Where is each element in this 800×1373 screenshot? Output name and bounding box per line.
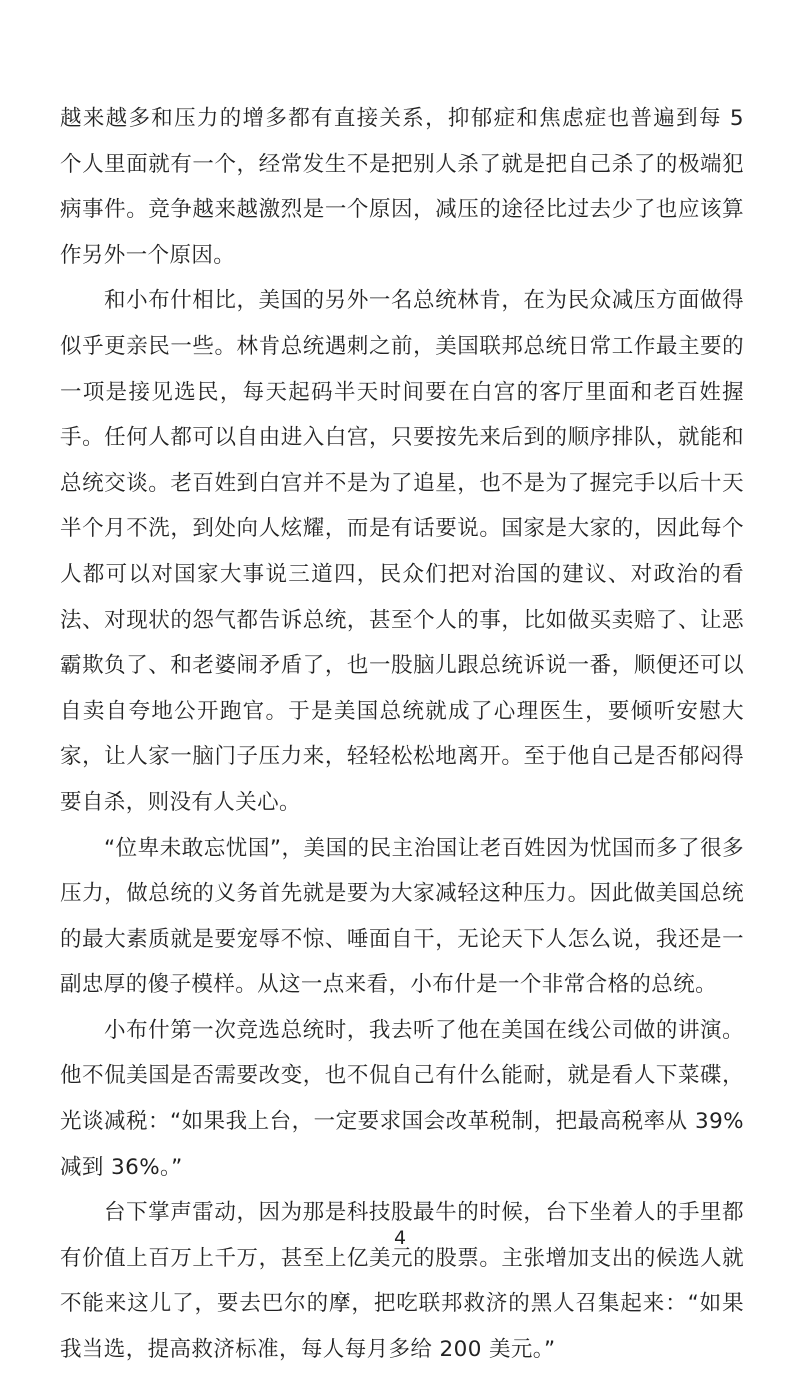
paragraph-lincoln: 和小布什相比，美国的另外一名总统林肯，在为民众减压方面做得似乎更亲民一些。林肯总统遇刺之前，美国联邦总统日常工作最主要的一项是接见选民，每天起码半天时间要在白宫的客厅里面和老百姓握手。任何人都可以自由进入白宫，只要按先来后到的顺序排队，就能和总统交谈。老百姓到白宫并不是为了追星，也不是为了握完手以后十天半个月不洗，到处向人炫耀，而是有话要说。国家是大家的，因此每个人都可以对国家大事说三道四，民众们把对治国的建议、对政治的看法、对现状的怨气都告诉总统，甚至个人的事，比如做买卖赔了、让恶霸欺负了、和老婆闹矛盾了，也一股脑儿跟总统诉说一番，顺便还可以自卖自夸地公开跑官。于是美国总统就成了心理医生，要倾听安慰大家，让人家一脑门子压力来，轻轻松松地离开。至于他自己是否郁闷得要自杀，则没有人关心。 <box>60 288 744 815</box>
paragraph-continued: 越来越多和压力的增多都有直接关系，抑郁症和焦虑症也普遍到每 5 个人里面就有一个，经常发生不是把别人杀了就是把自己杀了的极端犯病事件。竞争越来越激烈是一个原因，减压的途径比过去少了也应该算作另外一个原因。 <box>60 106 744 268</box>
paragraph-president-duty: “位卑未敢忘忧国”，美国的民主治国让老百姓因为忧国而多了很多压力，做总统的义务首先就是要为大家减轻这种压力。因此做美国总统的最大素质就是要宠辱不惊、唾面自干，无论天下人怎么说，我还是一副忠厚的傻子模样。从这一点来看，小布什是一个非常合格的总统。 <box>60 835 744 998</box>
paragraph-campaign-speech: 小布什第一次竞选总统时，我去听了他在美国在线公司做的讲演。他不侃美国是否需要改变，也不侃自己有什么能耐，就是看人下菜碟，光谈减税：“如果我上台，一定要求国会改革税制，把最高税率从 39% 减到 36%。” <box>60 1017 744 1180</box>
paragraph-audience: 台下掌声雷动，因为那是科技股最牛的时候，台下坐着人的手里都有价值上百万上千万，甚至上亿美元的股票。主张增加支出的候选人就不能来这儿了，要去巴尔的摩，把吃联邦救济的黑人召集起来：“如果我当选，提高救济标准，每人每月多给 200 美元。” <box>60 1200 744 1363</box>
page-number: 4 <box>393 1227 407 1249</box>
body-text <box>60 96 744 1373</box>
